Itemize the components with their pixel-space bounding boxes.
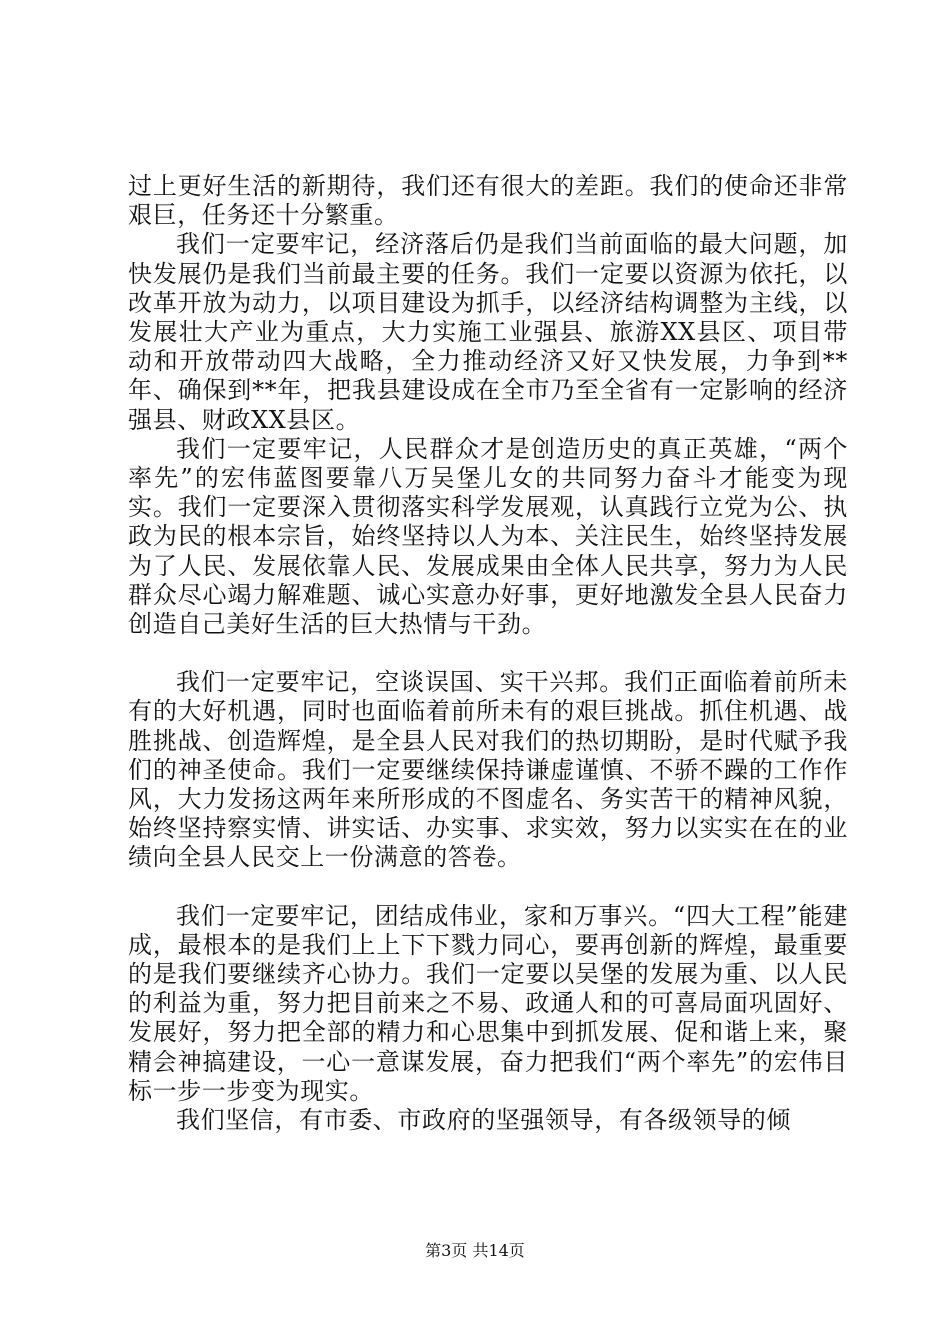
paragraph-action: 我们一定要牢记，空谈误国、实干兴邦。我们正面临着前所未有的大好机遇，同时也面临着前所未有的艰巨挑战。抓住机遇、战胜挑战、创造辉煌，是全县人民对我们的热切期盼，是时代赋予我们的神圣使命。我们一定要继续保持谦虚谨慎、不骄不躁的工作作风，大力发扬这两年来所形成的不图虚名、务实苦干的精神风貌，始终坚持察实情、讲实话、办实事、求实效，努力以实实在在的业绩向全县人民交上一份满意的答卷。: [128, 668, 848, 872]
document-body: [128, 172, 848, 1135]
paragraph-unity: 我们一定要牢记，团结成伟业，家和万事兴。“四大工程”能建成，最根本的是我们上上下下戮力同心，要再创新的辉煌，最重要的是我们要继续齐心协力。我们一定要以吴堡的发展为重、以人民的利益为重，努力把目前来之不易、政通人和的可喜局面巩固好、发展好，努力把全部的精力和心思集中到抓发展、促和谐上来，聚精会神搞建设，一心一意谋发展，奋力把我们“两个率先”的宏伟目标一步一步变为现实。: [128, 901, 848, 1105]
paragraph-people: 我们一定要牢记，人民群众才是创造历史的真正英雄，“两个率先”的宏伟蓝图要靠八万吴堡儿女的共同努力奋斗才能变为现实。我们一定要深入贯彻落实科学发展观，认真践行立党为公、执政为民的根本宗旨，始终坚持以人为本、关注民生，始终坚持发展为了人民、发展依靠人民、发展成果由全体人民共享，努力为人民群众尽心竭力解难题、诚心实意办好事，更好地激发全县人民奋力创造自己美好生活的巨大热情与干劲。: [128, 434, 848, 639]
paragraph-economy: 我们一定要牢记，经济落后仍是我们当前面临的最大问题，加快发展仍是我们当前最主要的任务。我们一定要以资源为依托，以改革开放为动力，以项目建设为抓手，以经济结构调整为主线，以发展壮大产业为重点，大力实施工业强县、旅游XX县区、项目带动和开放带动四大战略，全力推动经济又好又快发展，力争到**年、确保到**年，把我县建设成在全市乃至全省有一定影响的经济强县、财政XX县区。: [128, 230, 848, 434]
paragraph-continuation: 过上更好生活的新期待，我们还有很大的差距。我们的使命还非常艰巨，任务还十分繁重。: [128, 172, 848, 230]
page-number-footer: 第3页 共14页: [425, 1241, 525, 1260]
paragraph-belief: 我们坚信，有市委、市政府的坚强领导，有各级领导的倾: [176, 1106, 791, 1135]
